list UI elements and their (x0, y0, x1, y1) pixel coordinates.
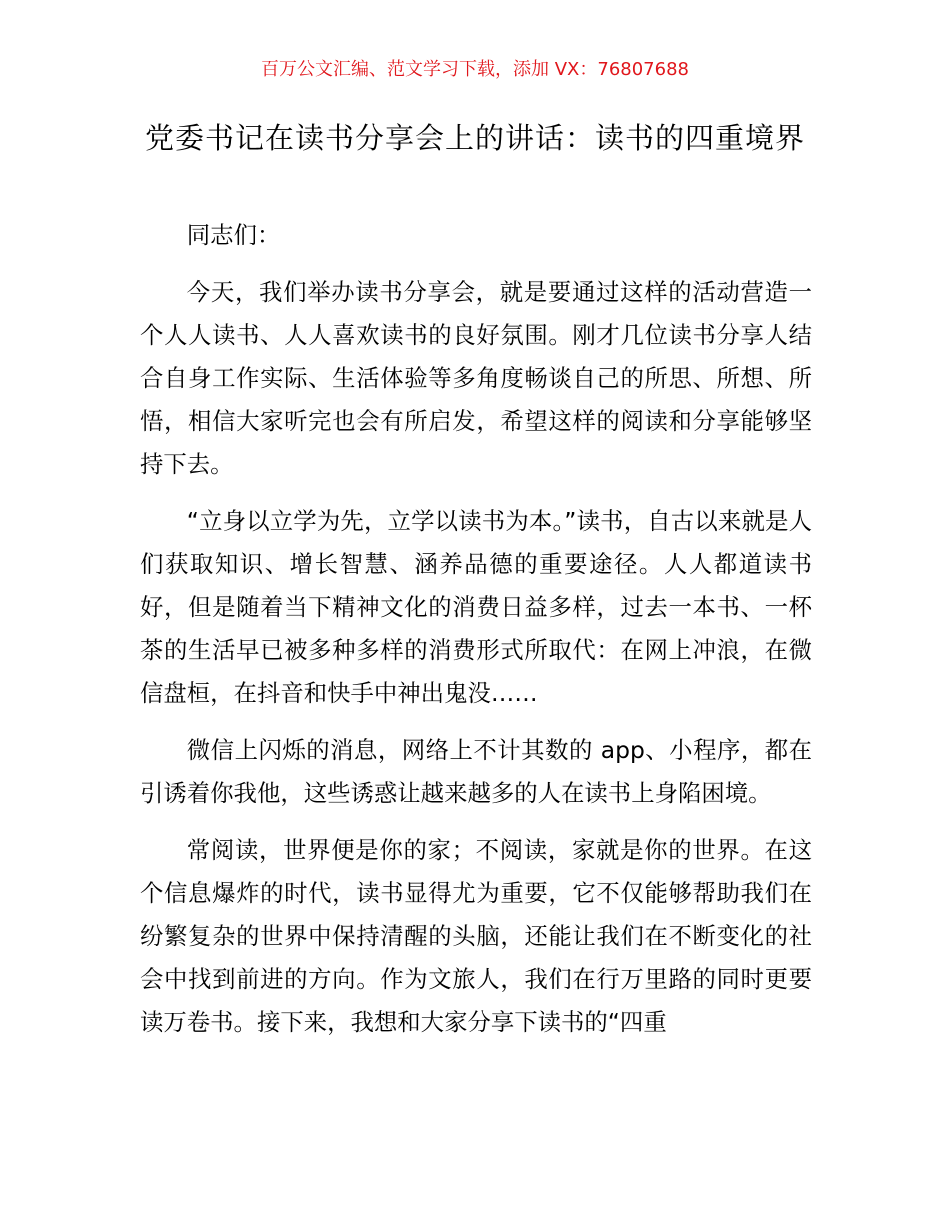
paragraph-1: 今天，我们举办读书分享会，就是要通过这样的活动营造一个人人读书、人人喜欢读书的良好氛围。刚才几位读书分享人结合自身工作实际、生活体验等多角度畅谈自己的所思、所想、所悟，相信大家听完也会有所启发，希望这样的阅读和分享能够坚持下去。 (140, 278, 812, 478)
document-body (140, 214, 812, 1058)
paragraph-3: 微信上闪烁的消息，网络上不计其数的 app、小程序，都在引诱着你我他，这些诱惑让越来越多的人在读书上身陷困境。 (140, 736, 812, 807)
paragraph-4: 常阅读，世界便是你的家；不阅读，家就是你的世界。在这个信息爆炸的时代，读书显得尤为重要，它不仅能够帮助我们在纷繁复杂的世界中保持清醒的头脑，还能让我们在不断变化的社会中找到前进的方向。作为文旅人，我们在行万里路的同时更要读万卷书。接下来，我想和大家分享下读书的“四重 (140, 836, 812, 1036)
watermark-header: 百万公文汇编、范文学习下载，添加 VX：76807688 (261, 59, 689, 80)
document-title: 党委书记在读书分享会上的讲话：读书的四重境界 (144, 121, 805, 155)
paragraph-2: “立身以立学为先，立学以读书为本。”读书，自古以来就是人们获取知识、增长智慧、涵养品德的重要途径。人人都道读书好，但是随着当下精神文化的消费日益多样，过去一本书、一杯茶的生活早已被多种多样的消费形式所取代：在网上冲浪，在微信盘桓，在抖音和快手中神出鬼没…… (140, 507, 812, 707)
greeting: 同志们： (186, 221, 281, 249)
